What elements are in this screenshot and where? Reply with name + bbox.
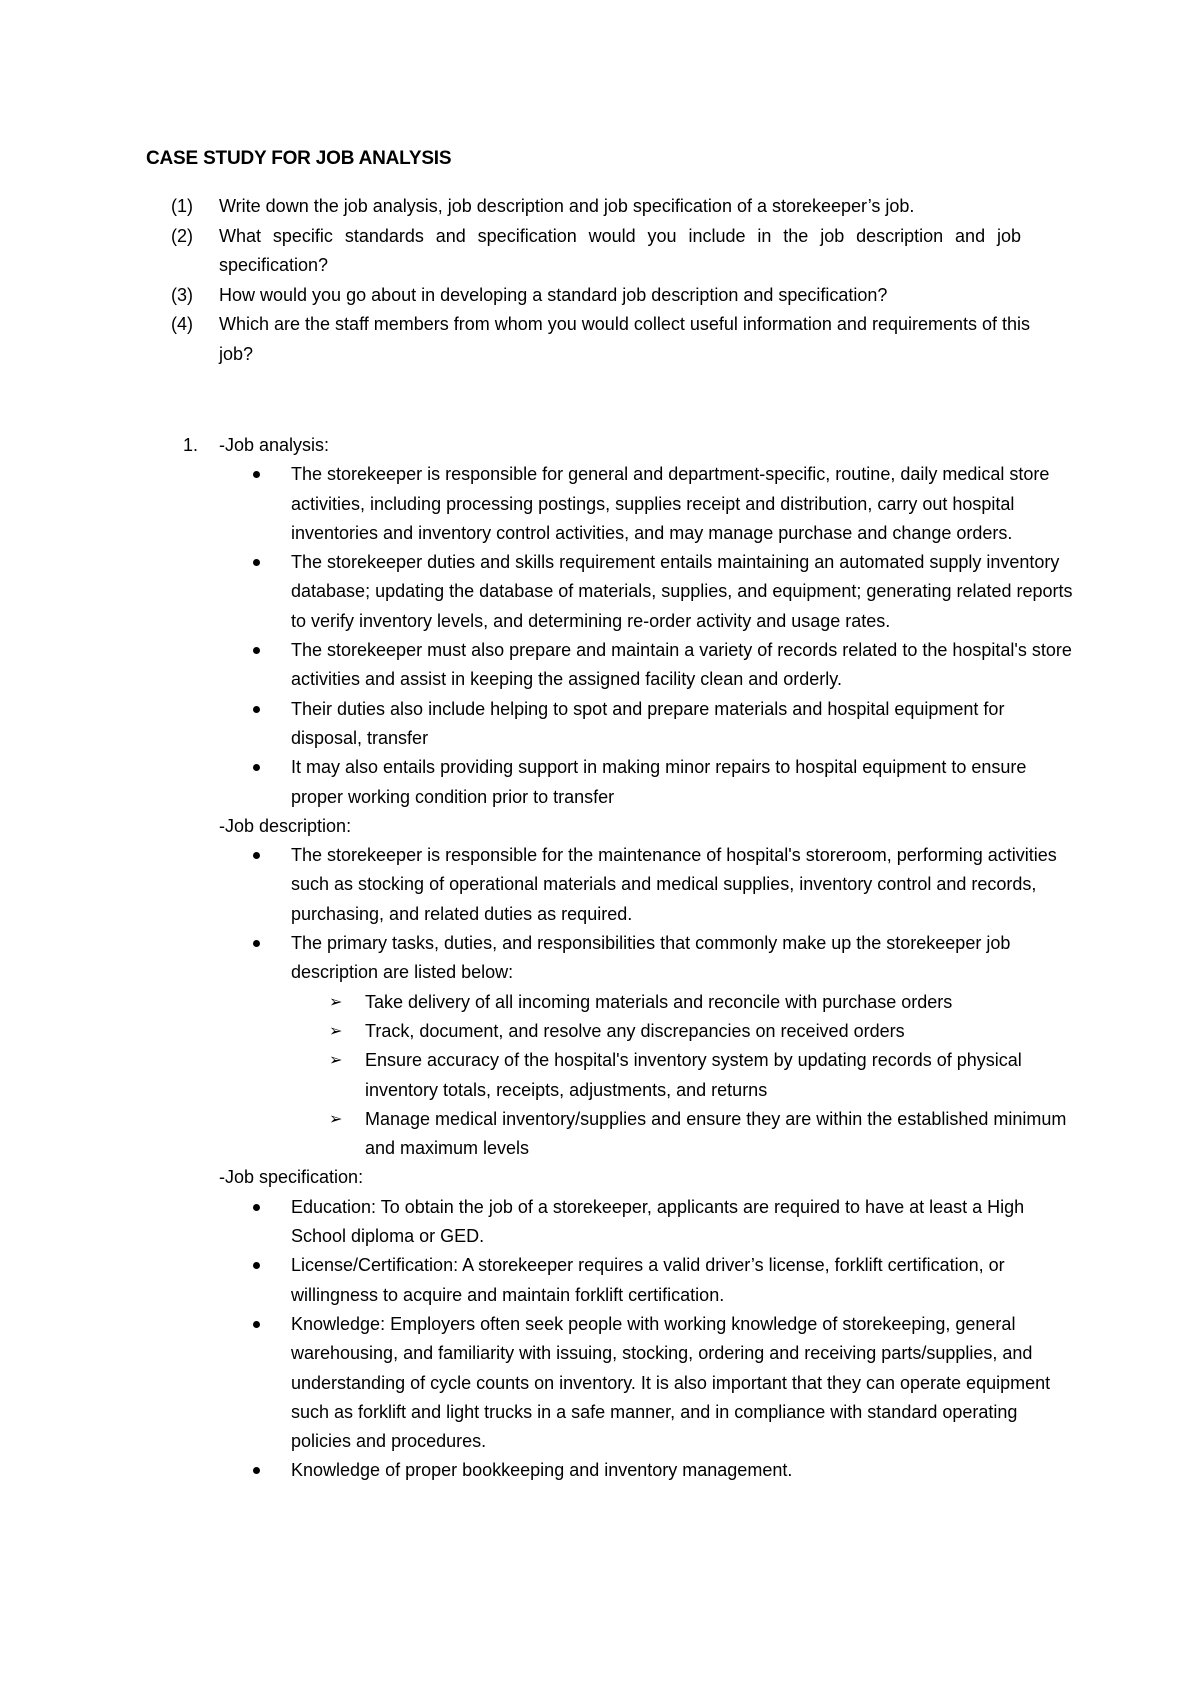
question-list	[146, 192, 1046, 369]
arrow-bullet-icon: ➢	[329, 1052, 343, 1070]
question-item	[146, 310, 1046, 369]
list-item	[146, 1193, 1076, 1252]
bullet-icon	[253, 940, 260, 947]
list-item-text: It may also entails providing support in making minor repairs to hospital equipment to ensure proper working condition prior to transfer	[291, 757, 1027, 807]
question-text: Which are the staff members from whom you would collect useful information and requirements of this job?	[219, 314, 1031, 364]
bullet-icon	[253, 471, 260, 478]
sublist-item-text: Take delivery of all incoming materials and reconcile with purchase orders	[365, 991, 953, 1012]
bullet-icon	[253, 1321, 260, 1328]
question-number: (4)	[171, 314, 193, 334]
bullet-icon	[253, 1467, 260, 1474]
list-item-text: Knowledge of proper bookkeeping and inventory management.	[291, 1460, 793, 1481]
bullet-icon	[253, 706, 260, 713]
question-number: (1)	[171, 196, 193, 216]
sublist-item	[146, 988, 1076, 1017]
list-item	[146, 1251, 1076, 1310]
bullet-icon	[253, 647, 260, 654]
bullet-icon	[253, 1262, 260, 1269]
list-item	[146, 636, 1076, 695]
list-item	[146, 753, 1076, 812]
sublist-item	[146, 1017, 1076, 1046]
bullet-icon	[253, 764, 260, 771]
list-item-text: The primary tasks, duties, and responsibilities that commonly make up the storekeeper job description are listed below:	[291, 933, 1011, 983]
job-analysis-list	[146, 460, 1076, 812]
list-item-text: The storekeeper is responsible for general and department-specific, routine, daily medical store activities, including processing postings, supplies receipt and distribution, carry out hospital inventories and inventory control activities, and may manage purchase and change orders.	[291, 464, 1050, 543]
list-item	[146, 1456, 1076, 1485]
list-item-text: The storekeeper must also prepare and maintain a variety of records related to the hospital's store activities and assist in keeping the assigned facility clean and orderly.	[291, 640, 1072, 690]
list-item	[146, 548, 1076, 636]
sublist-item-text: Manage medical inventory/supplies and ensure they are within the established minimum and maximum levels	[365, 1108, 1067, 1159]
sublist-item	[146, 1105, 1076, 1164]
list-item-text: Education: To obtain the job of a storekeeper, applicants are required to have at least a High School diploma or GED.	[291, 1196, 1025, 1247]
job-description-list	[146, 841, 1076, 987]
job-analysis-label: -Job analysis:	[219, 435, 330, 455]
bullet-icon	[253, 559, 260, 566]
question-number: (3)	[171, 284, 193, 305]
bullet-icon	[253, 1204, 260, 1211]
question-item	[146, 281, 1046, 311]
list-item	[146, 695, 1076, 754]
list-item	[146, 841, 1076, 929]
arrow-bullet-icon: ➢	[329, 1022, 343, 1040]
list-item-text: The storekeeper is responsible for the maintenance of hospital's storeroom, performing activities such as stocking of operational materials and medical supplies, inventory control and records, purchasing, and related duties as required.	[291, 845, 1057, 924]
list-item	[146, 929, 1076, 988]
sublist-item	[146, 1046, 1076, 1105]
question-number: (2)	[171, 225, 193, 246]
sublist-item-text: Ensure accuracy of the hospital's inventory system by updating records of physical inventory totals, receipts, adjustments, and returns	[365, 1050, 1022, 1100]
list-item	[146, 1310, 1076, 1456]
question-text: How would you go about in developing a standard job description and specification?	[219, 284, 888, 305]
list-item-text: Their duties also include helping to spot and prepare materials and hospital equipment for disposal, transfer	[291, 698, 1005, 748]
answer-number: 1.	[183, 435, 199, 455]
job-specification-label: -Job specification:	[219, 1167, 364, 1188]
sublist-item-text: Track, document, and resolve any discrepancies on received orders	[365, 1020, 905, 1041]
bullet-icon	[253, 852, 260, 859]
question-item	[146, 222, 1021, 281]
list-item-text: License/Certification: A storekeeper requires a valid driver’s license, forklift certification, or willingness to acquire and maintain forklift certification.	[291, 1255, 1005, 1305]
question-item	[146, 192, 1046, 222]
arrow-bullet-icon: ➢	[329, 993, 343, 1011]
job-description-sublist	[146, 988, 1076, 1164]
list-item-text: The storekeeper duties and skills requirement entails maintaining an automated supply inventory database; updating the database of materials, supplies, and equipment; generating related reports to verify inventory levels, and determining re-order activity and usage rates.	[291, 552, 1073, 631]
question-text: Write down the job analysis, job description and job specification of a storekeeper’s job.	[219, 196, 915, 216]
arrow-bullet-icon: ➢	[329, 1110, 343, 1128]
job-description-label: -Job description:	[219, 815, 352, 836]
document-title: CASE STUDY FOR JOB ANALYSIS	[146, 148, 452, 169]
question-text: What specific standards and specification would you include in the job description and job specification?	[219, 225, 1021, 275]
list-item-text: Knowledge: Employers often seek people with working knowledge of storekeeping, general warehousing, and familiarity with issuing, stocking, ordering and receiving parts/supplies, and understanding of cycle counts on inventory. It is also important that they can operate equipment such as forklift and light trucks in a safe manner, and in compliance with standard operating policies and procedures.	[291, 1313, 1051, 1452]
answer-heading	[146, 431, 1076, 460]
answer-section	[146, 431, 1076, 1486]
list-item	[146, 460, 1076, 548]
job-specification-list	[146, 1193, 1076, 1486]
